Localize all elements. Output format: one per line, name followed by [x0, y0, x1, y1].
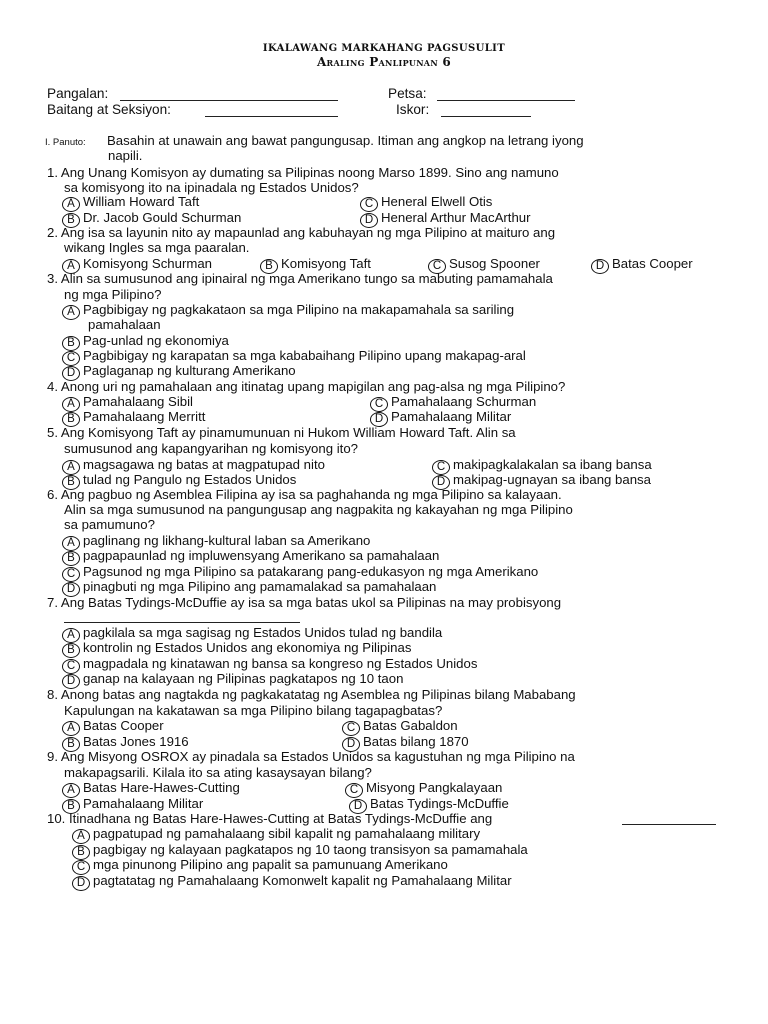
- choice-text: paglinang ng likhang-kultural laban sa Amerikano: [83, 533, 371, 548]
- choice-letter: C: [360, 197, 378, 212]
- choice-letter: C: [62, 567, 80, 582]
- question-6-line3: sa pamumuno?: [64, 517, 155, 532]
- section-label: Baitang at Seksiyon:: [47, 102, 171, 117]
- choice-letter: A: [62, 197, 80, 212]
- choice-letter: B: [62, 643, 80, 658]
- choice-letter: A: [62, 397, 80, 412]
- choice-3a-continued: pamahalaan: [88, 317, 161, 332]
- choice-text: Batas Tydings-McDuffie: [370, 796, 509, 811]
- name-line[interactable]: [120, 100, 338, 101]
- choice-letter: A: [62, 721, 80, 736]
- choice-letter: D: [62, 366, 80, 381]
- choice-text: Pagsunod ng mga Pilipino sa patakarang pang-edukasyon ng mga Amerikano: [83, 564, 539, 579]
- choice-text: pagtatatag ng Pamahalaang Komonwelt kapalit ng Pamahalaang Militar: [93, 873, 512, 888]
- question-9-line2: makapagsarili. Kilala ito sa ating kasaysayan bilang?: [64, 765, 372, 780]
- exam-subject: Araling Panlipunan 6: [316, 55, 452, 69]
- question-10-line1: 10. Itinadhana ng Batas Hare-Hawes-Cutting at Batas Tydings-McDuffie ang: [47, 811, 493, 826]
- choice-text: Dr. Jacob Gould Schurman: [83, 210, 242, 225]
- choice-text: pagpatupad ng pamahalaang sibil kapalit ng pamahalaang military: [93, 826, 481, 841]
- question-6-line2: Alin sa mga sumusunod na pangungusap ang nagpakita ng kakayahan ng mga Pilipino: [64, 502, 573, 517]
- choice-text: pinagbuti ng mga Pilipino ang pamamalakad sa pamahalaan: [83, 579, 437, 594]
- date-line[interactable]: [437, 100, 575, 101]
- choice-text: Pamahalaang Merritt: [83, 409, 206, 424]
- choice-text: Komisyong Taft: [281, 256, 371, 271]
- choice-text: Pagbibigay ng karapatan sa mga kababaihang Pilipino upang makapag-aral: [83, 348, 526, 363]
- choice-letter: D: [349, 799, 367, 814]
- question-1-line2: sa komisyong ito na ipinadala ng Estados Unidos?: [64, 180, 359, 195]
- choice-text: makipag-ugnayan sa ibang bansa: [453, 472, 651, 487]
- question-2-line2: wikang Ingles sa mga paaralan.: [64, 240, 250, 255]
- exam-title: IKALAWANG MARKAHANG PAGSUSULIT: [262, 43, 506, 54]
- choice-letter: C: [370, 397, 388, 412]
- name-label: Pangalan:: [47, 86, 109, 101]
- score-line[interactable]: [441, 116, 531, 117]
- section-line[interactable]: [205, 116, 338, 117]
- choice-text: Batas Gabaldon: [363, 718, 458, 733]
- choice-text: William Howard Taft: [83, 194, 200, 209]
- choice-2d[interactable]: [591, 256, 693, 274]
- choice-text: Heneral Elwell Otis: [381, 194, 493, 209]
- question-8-line2: Kapulungan na kakatawan sa mga Pilipino bilang tagapagbatas?: [64, 703, 443, 718]
- choice-letter: D: [72, 876, 90, 891]
- choice-text: tulad ng Pangulo ng Estados Unidos: [83, 472, 297, 487]
- choice-letter: A: [62, 305, 80, 320]
- question-3-line1: 3. Alin sa sumusunod ang ipinairal ng mga Amerikano tungo sa mabuting pamamahala: [47, 271, 553, 286]
- choice-letter: C: [72, 860, 90, 875]
- choice-text: Batas Cooper: [612, 256, 693, 271]
- instructions-line2: napili.: [108, 148, 143, 163]
- choice-letter: B: [62, 551, 80, 566]
- choice-text: makipagkalakalan sa ibang bansa: [453, 457, 652, 472]
- answer-blank-7[interactable]: [64, 622, 300, 623]
- choice-letter: C: [428, 259, 446, 274]
- choice-letter: D: [342, 737, 360, 752]
- choice-text: pagpapaunlad ng impluwensyang Amerikano sa pamahalaan: [83, 548, 440, 563]
- choice-letter: D: [591, 259, 609, 274]
- question-9-line1: 9. Ang Misyong OSROX ay pinadala sa Estados Unidos sa kagustuhan ng mga Pilipino na: [47, 749, 575, 764]
- choice-letter: C: [62, 659, 80, 674]
- choice-text: Batas Hare-Hawes-Cutting: [83, 780, 240, 795]
- choice-10d[interactable]: [72, 873, 512, 891]
- question-5-line2: sumusunod ang kapangyarihan ng komisyong ito?: [64, 441, 358, 456]
- choice-text: kontrolin ng Estados Unidos ang ekonomiya ng Pilipinas: [83, 640, 412, 655]
- choice-letter: A: [62, 628, 80, 643]
- choice-letter: B: [62, 799, 80, 814]
- choice-text: Pamahalaang Militar: [83, 796, 204, 811]
- choice-letter: B: [72, 845, 90, 860]
- instructions-prefix: I. Panuto:: [45, 137, 86, 148]
- choice-letter: A: [62, 783, 80, 798]
- choice-text: mga pinunong Pilipino ang papalit sa pamunuang Amerikano: [93, 857, 448, 872]
- choice-letter: B: [62, 475, 80, 490]
- score-label: Iskor:: [396, 102, 430, 117]
- choice-letter: D: [432, 475, 450, 490]
- question-2-line1: 2. Ang isa sa layunin nito ay mapaunlad ang kabuhayan ng mga Pilipino at maituro ang: [47, 225, 556, 240]
- question-6-line1: 6. Ang pagbuo ng Asemblea Filipina ay isa sa paghahanda ng mga Pilipino sa kalayaan.: [47, 487, 562, 502]
- question-3-line2: ng mga Pilipino?: [64, 287, 162, 302]
- choice-letter: D: [62, 582, 80, 597]
- choice-letter: C: [432, 460, 450, 475]
- choice-text: ganap na kalayaan ng Pilipinas pagkatapos ng 10 taon: [83, 671, 404, 686]
- choice-letter: A: [62, 460, 80, 475]
- choice-text: Batas bilang 1870: [363, 734, 469, 749]
- choice-text: Pamahalaang Schurman: [391, 394, 537, 409]
- instructions-line1: Basahin at unawain ang bawat pangungusap. Itiman ang angkop na letrang iyong: [107, 133, 584, 148]
- choice-letter: B: [62, 336, 80, 351]
- choice-text: pagkilala sa mga sagisag ng Estados Unidos tulad ng bandila: [83, 625, 443, 640]
- question-1-line1: 1. Ang Unang Komisyon ay dumating sa Pilipinas noong Marso 1899. Sino ang namuno: [47, 165, 559, 180]
- choice-text: Batas Jones 1916: [83, 734, 189, 749]
- choice-letter: A: [72, 829, 90, 844]
- choice-letter: A: [62, 536, 80, 551]
- choice-text: Heneral Arthur MacArthur: [381, 210, 531, 225]
- choice-text: magsagawa ng batas at magpatupad nito: [83, 457, 325, 472]
- choice-letter: C: [342, 721, 360, 736]
- choice-text: Susog Spooner: [449, 256, 540, 271]
- choice-letter: A: [62, 259, 80, 274]
- choice-letter: D: [360, 213, 378, 228]
- date-label: Petsa:: [388, 86, 427, 101]
- choice-letter: B: [62, 412, 80, 427]
- question-4-line1: 4. Anong uri ng pamahalaan ang itinatag upang mapigilan ang pag-alsa ng mga Pilipino?: [47, 379, 566, 394]
- answer-blank-10[interactable]: [622, 824, 716, 825]
- question-5-line1: 5. Ang Komisyong Taft ay pinamumunuan ni Hukom William Howard Taft. Alin sa: [47, 425, 516, 440]
- choice-text: Pag-unlad ng ekonomiya: [83, 333, 229, 348]
- choice-letter: D: [62, 674, 80, 689]
- choice-letter: C: [62, 351, 80, 366]
- choice-text: Pagbibigay ng pagkakataon sa mga Pilipino na makapamahala sa sariling: [83, 302, 515, 317]
- question-7-line1: 7. Ang Batas Tydings-McDuffie ay isa sa mga batas ukol sa Pilipinas na may probisyong: [47, 595, 562, 610]
- choice-letter: D: [370, 412, 388, 427]
- choice-text: pagbigay ng kalayaan pagkatapos ng 10 taong transisyon sa pamamahala: [93, 842, 528, 857]
- choice-text: Paglaganap ng kulturang Amerikano: [83, 363, 296, 378]
- choice-text: magpadala ng kinatawan ng bansa sa kongreso ng Estados Unidos: [83, 656, 478, 671]
- choice-text: Komisyong Schurman: [83, 256, 213, 271]
- choice-text: Batas Cooper: [83, 718, 164, 733]
- choice-letter: B: [260, 259, 278, 274]
- choice-text: Misyong Pangkalayaan: [366, 780, 503, 795]
- question-8-line1: 8. Anong batas ang nagtakda ng pagkakatatag ng Asemblea ng Pilipinas bilang Mababang: [47, 687, 576, 702]
- choice-letter: B: [62, 213, 80, 228]
- choice-text: Pamahalaang Sibil: [83, 394, 193, 409]
- choice-letter: C: [345, 783, 363, 798]
- choice-letter: B: [62, 737, 80, 752]
- choice-text: Pamahalaang Militar: [391, 409, 512, 424]
